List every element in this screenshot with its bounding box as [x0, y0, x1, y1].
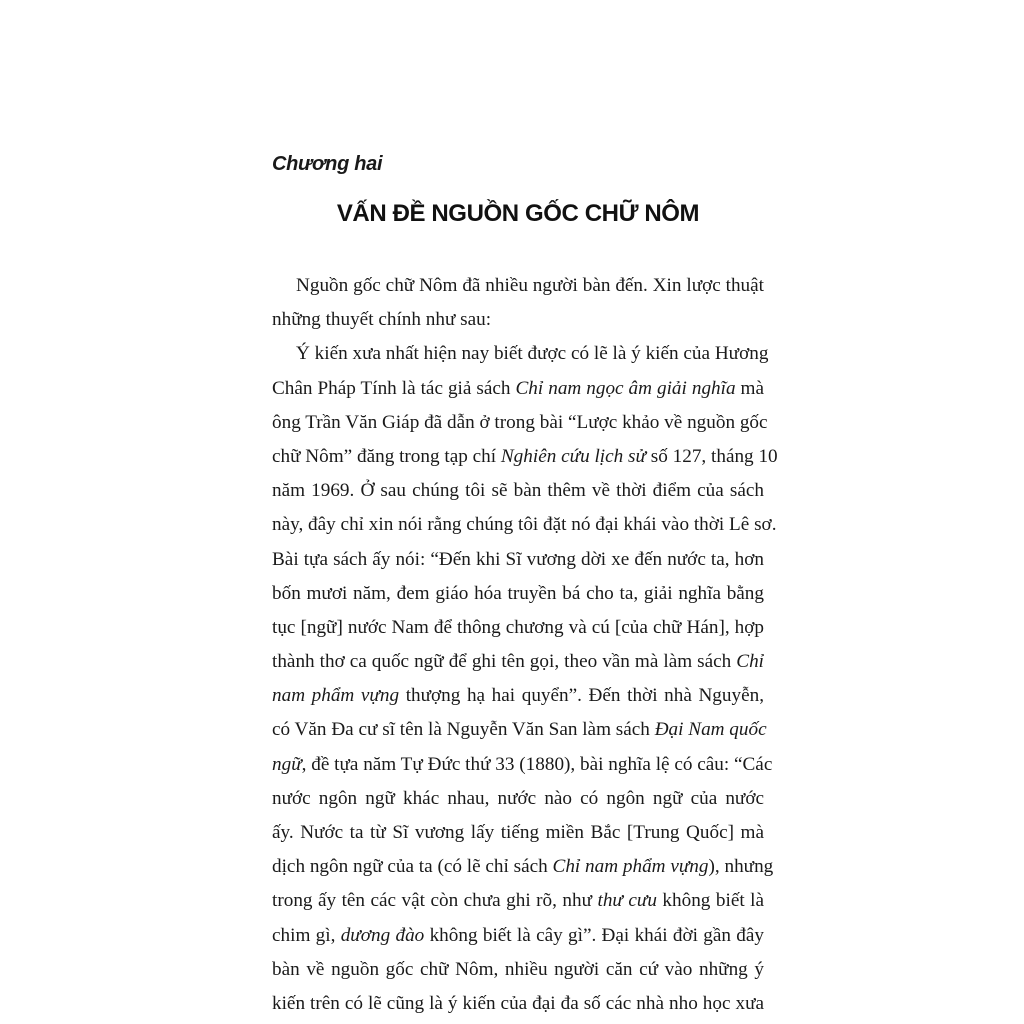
text-segment: ấy. Nước ta từ Sĩ vương lấy tiếng miền Bắc [Trung Quốc] mà	[272, 822, 764, 843]
text-segment: bốn mươi năm, đem giáo hóa truyền bá cho ta, giải nghĩa bằng	[272, 582, 764, 604]
text-line	[272, 919, 764, 953]
text-segment: năm 1969. Ở sau chúng tôi sẽ bàn thêm về thời điểm của sách	[272, 480, 764, 502]
text-segment: Chân Pháp Tính là tác giả sách	[272, 377, 516, 399]
text-line	[272, 884, 764, 918]
text-line	[272, 269, 764, 303]
text-segment: nước ngôn ngữ khác nhau, nước nào có ngôn ngữ của nước	[272, 787, 764, 809]
text-segment: Nguồn gốc chữ Nôm đã nhiều người bàn đến. Xin lược thuật	[296, 275, 764, 296]
chapter-label: Chương hai	[272, 153, 383, 175]
text-line	[272, 679, 764, 713]
text-segment: chim gì,	[272, 924, 341, 946]
text-line	[272, 440, 778, 474]
text-line	[272, 543, 764, 577]
text-segment: trong ấy tên các vật còn chưa ghi rõ, như	[272, 890, 598, 912]
text-line	[272, 748, 773, 782]
italic-text: ngữ	[272, 753, 302, 775]
text-line	[272, 953, 764, 987]
text-line	[272, 577, 764, 611]
text-segment: thượng hạ hai quyển”. Đến thời nhà Nguyễn,	[399, 685, 764, 707]
text-segment: dịch ngôn ngữ của ta (có lẽ chỉ sách	[272, 856, 553, 878]
italic-text: nam phẩm vựng	[272, 685, 400, 707]
text-segment: Ý kiến xưa nhất hiện nay biết được có lẽ là ý kiến của Hương	[296, 343, 769, 365]
text-segment: mà	[735, 377, 764, 399]
text-line	[272, 372, 764, 406]
text-line	[272, 508, 777, 542]
text-line	[272, 303, 764, 337]
text-segment: bàn về nguồn gốc chữ Nôm, nhiều người căn cứ vào những ý	[272, 958, 764, 980]
text-segment: có Văn Đa cư sĩ tên là Nguyễn Văn San làm sách	[272, 719, 655, 741]
text-segment: không biết là	[656, 890, 764, 912]
text-segment: này, đây chỉ xin nói rằng chúng tôi đặt nó đại khái vào thời Lê sơ.	[272, 514, 777, 536]
text-segment: , đề tựa năm Tự Đức thứ 33 (1880), bài nghĩa lệ có câu: “Các	[301, 753, 773, 775]
text-line	[272, 611, 764, 645]
italic-text: Nghiên cứu lịch sử	[500, 445, 646, 467]
text-segment: Bài tựa sách ấy nói: “Đến khi Sĩ vương dời xe đến nước ta, hơn	[272, 548, 764, 570]
text-segment: tục [ngữ] nước Nam để thông chương và cú [của chữ Hán], hợp	[272, 616, 764, 638]
text-segment: ông Trần Văn Giáp đã dẫn ở trong bài “Lược khảo về nguồn gốc	[272, 411, 768, 433]
body-text	[272, 269, 778, 1021]
text-line	[272, 645, 764, 679]
italic-text: Chỉ nam ngọc âm giải nghĩa	[515, 377, 736, 399]
text-segment: số 127, tháng 10	[645, 445, 778, 467]
text-line	[272, 987, 764, 1021]
italic-text: Đại Nam quốc	[654, 719, 767, 741]
chapter-title: VẤN ĐỀ NGUỒN GỐC CHỮ NÔM	[336, 200, 700, 227]
italic-text: thư cưu	[597, 890, 657, 912]
text-segment: không biết là cây gì”. Đại khái đời gần đây	[424, 924, 764, 946]
text-line	[272, 850, 774, 884]
text-line	[272, 474, 764, 508]
italic-text: Chỉ	[736, 651, 764, 673]
text-line	[272, 713, 767, 747]
text-line	[272, 337, 769, 371]
text-segment: kiến trên có lẽ cũng là ý kiến của đại đa số các nhà nho học xưa	[272, 992, 764, 1014]
italic-text: dương đào	[340, 924, 425, 946]
text-line	[272, 816, 764, 850]
text-segment: những thuyết chính như sau:	[272, 309, 492, 331]
text-line	[272, 406, 768, 440]
text-segment: chữ Nôm” đăng trong tạp chí	[272, 445, 501, 467]
text-line	[272, 782, 764, 816]
italic-text: Chỉ nam phẩm vựng	[552, 856, 709, 878]
text-segment: thành thơ ca quốc ngữ để ghi tên gọi, theo vần mà làm sách	[272, 651, 737, 673]
text-segment: ), nhưng	[708, 856, 774, 878]
